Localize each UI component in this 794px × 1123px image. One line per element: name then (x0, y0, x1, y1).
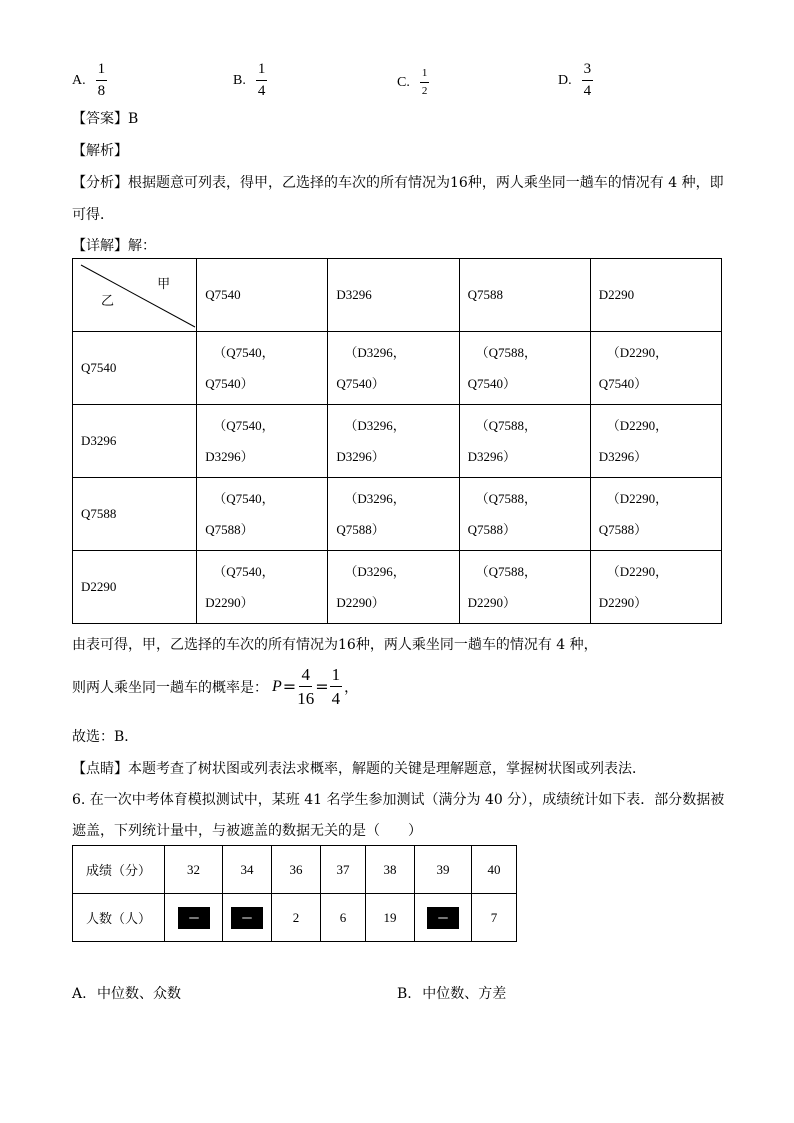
table-cell (328, 405, 459, 478)
fraction-2-den: 4 (331, 689, 341, 708)
score-row (73, 846, 517, 894)
cell-line-2: Q7540） (467, 376, 516, 391)
option-c-label: C. (397, 74, 410, 90)
detail-title: 【详解】解： (72, 238, 156, 254)
option-b-den: 4 (257, 83, 266, 99)
fraction-2-num: 1 (330, 666, 343, 687)
probability-line (72, 666, 358, 707)
option-a-num: 1 (96, 62, 108, 81)
cell-line-2: D2290） (205, 595, 254, 610)
option-b (233, 62, 267, 99)
cell-line-1: （D2290， (606, 564, 669, 579)
table-row (73, 405, 722, 478)
cell-line-1: （D2290， (606, 491, 669, 506)
table-cell (328, 478, 459, 551)
cell-line-1: （Q7588， (475, 345, 537, 360)
score-cell: 40 (472, 846, 517, 894)
count-cell: 19 (366, 894, 415, 942)
count-row (73, 894, 517, 942)
probability-fraction-2 (330, 666, 343, 707)
option-a-label: A. (72, 72, 86, 88)
score-cell: 37 (321, 846, 366, 894)
fraction-1-num: 4 (299, 666, 312, 687)
score-cell: 36 (272, 846, 321, 894)
score-cell: 32 (165, 846, 223, 894)
row-header: Q7588 (73, 478, 197, 551)
table-cell (197, 478, 328, 551)
col-header: Q7588 (459, 259, 590, 332)
cell-line-2: D3296） (336, 449, 385, 464)
masked-data-block (178, 907, 210, 929)
option-c (397, 68, 429, 97)
option-b-label: B. (233, 72, 246, 88)
count-cell (415, 894, 472, 942)
table-cell (197, 405, 328, 478)
table-row (73, 551, 722, 624)
option-c-den: 2 (421, 85, 428, 97)
table-row (73, 478, 722, 551)
table-cell (197, 551, 328, 624)
option-d (558, 62, 593, 99)
score-cell: 38 (366, 846, 415, 894)
count-cell (223, 894, 272, 942)
cell-line-2: Q7588） (467, 522, 516, 537)
masked-data-block (427, 907, 459, 929)
table-cell (328, 551, 459, 624)
col-header: D2290 (590, 259, 721, 332)
table-cell (459, 405, 590, 478)
cell-line-2: Q7540） (598, 376, 648, 391)
q6-option-a (72, 983, 181, 1003)
trailing-comma: ， (344, 679, 359, 696)
combination-table (72, 258, 722, 624)
fenxi-line-2: 可得． (72, 207, 114, 223)
cell-line-1: （Q7588， (475, 418, 537, 433)
table-cell (590, 405, 721, 478)
equals-sign-1: = (282, 677, 297, 696)
masked-data-block (231, 907, 263, 929)
table-cell (590, 551, 721, 624)
table-cell (197, 332, 328, 405)
score-table (72, 845, 517, 942)
cell-line-1: （Q7588， (475, 564, 537, 579)
cell-line-2: D2290） (598, 595, 648, 610)
analysis-title: 【解析】 (72, 143, 128, 159)
col-header: Q7540 (197, 259, 328, 332)
table-header-row (73, 259, 722, 332)
cell-line-2: Q7588） (336, 522, 385, 537)
q6-option-a-label: A. (72, 986, 87, 1002)
cell-line-2: Q7588） (598, 522, 648, 537)
table-cell (590, 478, 721, 551)
row-header: Q7540 (73, 332, 197, 405)
equals-sign-2: = (315, 677, 329, 696)
cell-line-2: Q7540） (205, 376, 254, 391)
score-row-label: 成绩（分） (73, 846, 165, 894)
table-cell (590, 332, 721, 405)
count-row-label: 人数（人） (73, 894, 165, 942)
choose-line: 故选：B． (72, 729, 139, 745)
cell-line-2: D2290） (467, 595, 516, 610)
count-cell: 2 (272, 894, 321, 942)
corner-top-label: 甲 (157, 276, 171, 291)
option-a (72, 62, 107, 99)
row-header: D2290 (73, 551, 197, 624)
col-header: D3296 (328, 259, 459, 332)
cell-line-1: （Q7540， (213, 491, 275, 506)
cell-line-1: （Q7540， (213, 418, 275, 433)
cell-line-1: （D3296， (344, 418, 406, 433)
question-6-line-2: 遮盖，下列统计量中，与被遮盖的数据无关的是（ ） (72, 823, 422, 839)
option-c-fraction (420, 68, 430, 97)
cell-line-1: （D3296， (344, 345, 406, 360)
option-d-num: 3 (582, 62, 594, 81)
corner-cell (73, 259, 197, 332)
cell-line-1: （Q7540， (213, 345, 275, 360)
row-header: D3296 (73, 405, 197, 478)
table-cell (459, 332, 590, 405)
cell-line-1: （D3296， (344, 491, 406, 506)
cell-line-2: Q7540） (336, 376, 385, 391)
dianjing-line: 【点睛】本题考查了树状图或列表法求概率，解题的关键是理解题意，掌握树状图或列表法． (72, 761, 646, 777)
cell-line-2: Q7588） (205, 522, 254, 537)
q6-option-a-text: 中位数、众数 (97, 986, 182, 1002)
cell-line-2: D3296） (598, 449, 648, 464)
answer-line: 【答案】B (72, 111, 139, 127)
q6-option-b-label: B. (397, 986, 412, 1002)
cell-line-1: （Q7588， (475, 491, 537, 506)
option-a-den: 8 (97, 83, 106, 99)
option-d-den: 4 (583, 83, 592, 99)
probability-var: P (272, 677, 282, 695)
score-cell: 34 (223, 846, 272, 894)
cell-line-2: D2290） (336, 595, 385, 610)
cell-line-2: D3296） (205, 449, 254, 464)
cell-line-1: （D2290， (606, 418, 669, 433)
cell-line-1: （Q7540， (213, 564, 275, 579)
fenxi-line-1: 【分析】根据题意可列表，得甲，乙选择的车次的所有情况为16种，两人乘坐同一趟车的情况有 4 种，即 (72, 175, 724, 191)
option-c-num: 1 (420, 68, 430, 83)
question-6-line-1: 6. 在一次中考体育模拟测试中，某班 41 名学生参加测试（满分为 40 分），成绩统计如下表．部分数据被 (72, 792, 725, 808)
score-cell: 39 (415, 846, 472, 894)
table-conclusion: 由表可得，甲，乙选择的车次的所有情况为16种，两人乘坐同一趟车的情况有 4 种， (72, 637, 598, 653)
option-b-num: 1 (256, 62, 268, 81)
option-a-fraction (96, 62, 108, 99)
diagonal-line (73, 259, 197, 331)
table-row (73, 332, 722, 405)
table-cell (459, 551, 590, 624)
count-cell (165, 894, 223, 942)
cell-line-1: （D3296， (344, 564, 406, 579)
option-d-label: D. (558, 72, 572, 88)
cell-line-1: （D2290， (606, 345, 669, 360)
probability-prefix: 则两人乘坐同一趟车的概率是： (72, 679, 268, 696)
table-cell (459, 478, 590, 551)
probability-fraction-1 (297, 666, 314, 707)
q6-option-b (397, 983, 506, 1003)
option-d-fraction (582, 62, 594, 99)
count-cell: 7 (472, 894, 517, 942)
corner-bottom-label: 乙 (101, 293, 115, 308)
fraction-1-den: 16 (297, 689, 315, 708)
option-b-fraction (256, 62, 268, 99)
q6-option-b-text: 中位数、方差 (422, 986, 507, 1002)
cell-line-2: D3296） (467, 449, 516, 464)
table-cell (328, 332, 459, 405)
count-cell: 6 (321, 894, 366, 942)
